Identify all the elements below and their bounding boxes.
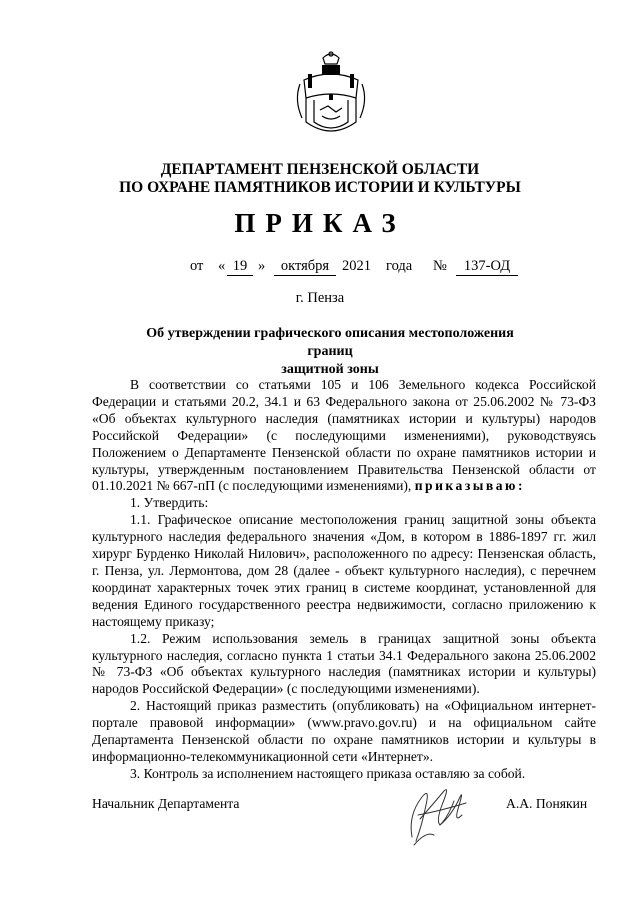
subject-line-2: защитной зоны — [281, 362, 379, 377]
city: г. Пенза — [295, 290, 345, 306]
date-prefix: от — [190, 258, 204, 274]
signatory-name: А.А. Понякин — [506, 796, 588, 811]
document-body — [92, 377, 596, 783]
date-year: 2021 — [342, 258, 371, 274]
department-line-1: ДЕПАРТАМЕНТ ПЕНЗЕНСКОЙ ОБЛАСТИ — [160, 161, 480, 178]
document-subject — [140, 325, 520, 379]
document-type-title: ПРИКАЗ — [234, 208, 406, 238]
order-word: приказываю: — [414, 478, 525, 494]
paragraph-3: 3. Контроль за исполнением настоящего приказа оставляю за собой. — [130, 765, 526, 781]
quote-open: « — [218, 258, 226, 274]
handwritten-signature — [400, 775, 480, 855]
signatory-position: Начальник Департамента — [92, 796, 240, 811]
year-word: года — [386, 258, 413, 274]
number-sign: № — [433, 258, 447, 274]
paragraph-1-2: 1.2. Режим использования земель в границах защитной зоны объекта культурного наследия, согласно пункта 1 статьи 34.1 Федерального закона 25.06.2002 № 73-ФЗ «Об объектах культурного наследия (памятниках истории и культуры) народов Российской Федерации» (с последующими изменениями). — [92, 630, 596, 697]
quote-close: » — [258, 258, 266, 274]
date-month: октября — [274, 258, 336, 276]
intro-paragraph — [92, 377, 596, 495]
intro-text: В соответствии со статьями 105 и 106 Земельного кодекса Российской Федерации и статьями 20.2, 34.1 и 63 Федерального закона от 25.06.2002 № 73-ФЗ «Об объектах культурного наследия (памятниках истории и культуры) народов Российской Федерации» (с последующими изменениями), руководствуясь Положением о Департаменте Пензенской области по охране памятников истории и культуры, утвержденным постановлением Правительства Пензенской области от 01.10.2021 № 667-пП (с последующими изменениями), — [92, 377, 596, 494]
paragraph-1-1: 1.1. Графическое описание местоположения границ защитной зоны объекта культурного наследия федерального значения «Дом, в котором в 1886-1897 гг. жил хирург Бурденко Николай Нилович», расположенного по адресу: Пензенская область, г. Пенза, ул. Лермонтова, дом 28 (далее - объект культурного наследия), с перечнем координат характерных точек этих границ в системе координат, установленной для ведения Единого государственного реестра недвижимости, согласно приложению к настоящему приказу; — [92, 512, 596, 629]
department-line-2: ПО ОХРАНЕ ПАМЯТНИКОВ ИСТОРИИ И КУЛЬТУРЫ — [119, 179, 521, 196]
paragraph-2: 2. Настоящий приказ разместить (опубликовать) на «Официальном интернет-портале правовой информации» (www.pravo.gov.ru) и на официальном сайте Департамента Пензенской области по охране памятников истории и культуры в информационно-телекоммуникационной сети «Интернет». — [92, 698, 596, 764]
document-number: 137-ОД — [456, 258, 518, 276]
date-day: 19 — [227, 258, 253, 276]
subject-line-1: Об утверждении графического описания местоположения границ — [146, 326, 514, 359]
department-name — [0, 161, 640, 197]
coat-of-arms-icon — [292, 50, 370, 142]
paragraph-1: 1. Утвердить: — [130, 495, 209, 511]
